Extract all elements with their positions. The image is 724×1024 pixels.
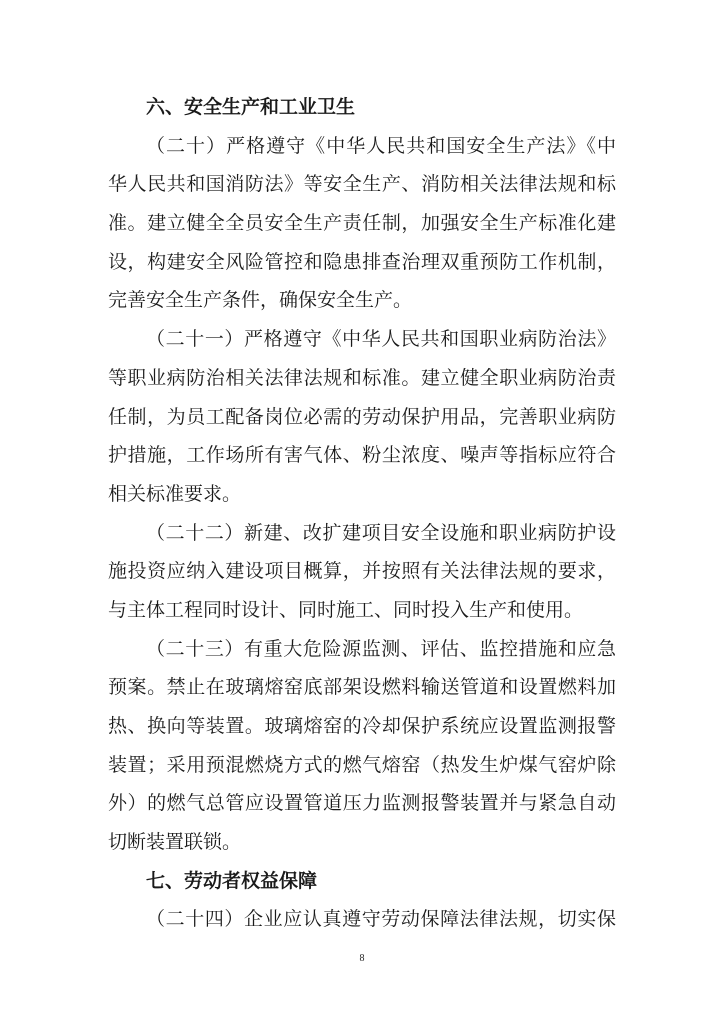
paragraph-20-line-1: （二十）严格遵守《中华人民共和国安全生产法》《中: [146, 134, 616, 157]
document-body: [108, 88, 616, 939]
paragraph-20-line-3: 准。建立健全全员安全生产责任制，加强安全生产标准化建: [108, 212, 616, 235]
paragraph-20-line-2: 华人民共和国消防法》等安全生产、消防相关法律法规和标: [108, 173, 616, 196]
paragraph-22-line-2: 施投资应纳入建设项目概算，并按照有关法律法规的要求，: [108, 560, 616, 583]
paragraph-22-line-3: 与主体工程同时设计、同时施工、同时投入生产和使用。: [108, 598, 584, 621]
paragraph-24-line-1: （二十四）企业应认真遵守劳动保障法律法规，切实保: [146, 908, 616, 931]
section-heading-7: 七、劳动者权益保障: [146, 869, 318, 892]
paragraph-23-line-5: 外）的燃气总管应设置管道压力监测报警装置并与紧急自动: [108, 792, 616, 815]
paragraph-21-line-3: 任制，为员工配备岗位必需的劳动保护用品，完善职业病防: [108, 405, 616, 428]
paragraph-21-line-4: 护措施，工作场所有害气体、粉尘浓度、噪声等指标应符合: [108, 444, 616, 467]
paragraph-20-line-5: 完善安全生产条件，确保安全生产。: [108, 289, 413, 312]
paragraph-23-line-4: 装置；采用预混燃烧方式的燃气熔窑（热发生炉煤气窑炉除: [108, 753, 616, 776]
section-heading-6: 六、安全生产和工业卫生: [146, 96, 356, 118]
paragraph-21-line-1: （二十一）严格遵守《中华人民共和国职业病防治法》: [146, 328, 616, 351]
paragraph-22-line-1: （二十二）新建、改扩建项目安全设施和职业病防护设: [146, 521, 616, 544]
paragraph-23-line-2: 预案。禁止在玻璃熔窑底部架设燃料输送管道和设置燃料加: [108, 676, 616, 699]
paragraph-20-line-4: 设，构建安全风险管控和隐患排查治理双重预防工作机制，: [108, 250, 616, 273]
page-number: 8: [359, 953, 365, 964]
paragraph-21-line-2: 等职业病防治相关法律法规和标准。建立健全职业病防治责: [108, 366, 616, 389]
paragraph-21-line-5: 相关标准要求。: [108, 482, 242, 505]
paragraph-23-line-6: 切断装置联锁。: [108, 831, 242, 854]
paragraph-23-line-1: （二十三）有重大危险源监测、评估、监控措施和应急: [146, 637, 616, 660]
paragraph-23-line-3: 热、换向等装置。玻璃熔窑的冷却保护系统应设置监测报警: [108, 715, 616, 737]
